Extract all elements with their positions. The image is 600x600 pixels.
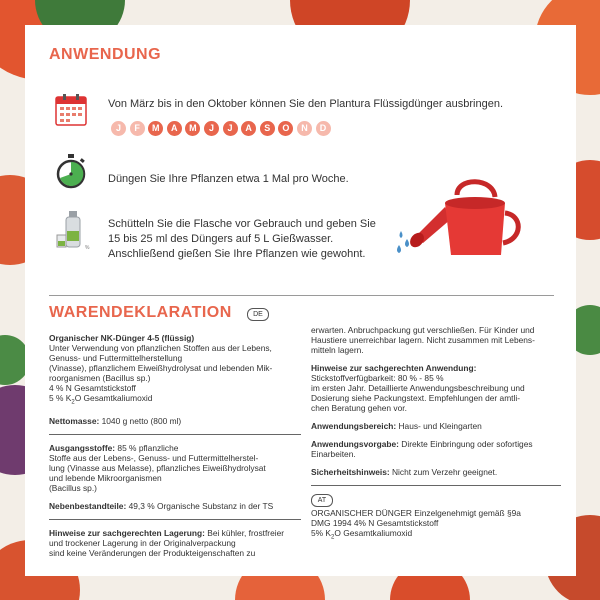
potassium-line: 5 % $K_2O$ Gesamtkaliumoxid (49, 393, 153, 406)
warendeklaration-heading: WARENDEKLARATION (49, 304, 232, 321)
declaration-left-column: Organischer NK-Dünger 4-5 (flüssig) Unter Verwendung von pflanzlichen Stoffen aus der Lebens, Genuss- und Futtermittelherstellung (Vinasse), pflanzlichem Eiweißhydrolysat und lebenden Mik- roorganismen (Bacillus sp.) 4 % N Gesamtstickstoff 5 % $K_2O$ Gesamtkaliumoxid Nettomasse: 1040 g netto (800 ml) Ausgangsstoffe: 85 % pflanzliche Stoffe aus der Lebens-, Genuss- und Futtermittelherstel- lung (Vinasse aus Melasse), pflanzliches Eiweißhydrolysat und lebende Mikroorganismen (Bacillus sp.) Nebenbestandteile: 49,3 % Organische Substanz in der TS Hinweise zur sachgerechten Lagerung: Bei kühler, frostfreier und trockener Lagerung in der Originalverpackung sind keine Veränderungen der Produkteigenschaften zu (49, 333, 301, 558)
side-components: Nebenbestandteile: 49,3 % Organische Substanz in der TS (49, 500, 274, 511)
month-aug: A (241, 121, 256, 136)
season-text: Von März bis in den Oktober können Sie den Plantura Flüssigdünger ausbringen. (108, 98, 504, 110)
left-rule-2 (49, 519, 301, 520)
anwendung-heading: ANWENDUNG (49, 46, 162, 63)
safety-hint: Sicherheitshinweis: Nicht zum Verzehr geeignet. (311, 467, 498, 477)
month-sep: S (260, 121, 275, 136)
svg-text:%: % (85, 245, 90, 251)
month-oct: O (278, 121, 293, 136)
right-rule (311, 485, 561, 486)
country-badge-de: DE (247, 308, 269, 321)
product-title: Organischer NK-Dünger 4-5 (flüssig) (49, 333, 195, 343)
month-jan: J (111, 121, 126, 136)
month-jul: J (223, 121, 238, 136)
watering-can-icon (397, 173, 537, 263)
month-jun: J (204, 121, 219, 136)
section-divider (49, 295, 554, 296)
calendar-icon (54, 93, 88, 127)
storage-hint: Hinweise zur sachgerechten Lagerung: Bei kühler, frostfreier (49, 527, 285, 538)
stopwatch-icon (54, 153, 88, 189)
month-feb: F (130, 121, 145, 136)
usage-area: Anwendungsbereich: Haus- und Kleingarten (311, 421, 482, 431)
left-rule-1 (49, 434, 301, 435)
month-apr: A (167, 121, 182, 136)
usage-heading: Hinweise zur sachgerechten Anwendung: (311, 363, 477, 373)
frequency-text: Düngen Sie Ihre Pflanzen etwa 1 Mal pro Woche. (108, 173, 349, 185)
month-calendar (111, 121, 334, 136)
month-nov: N (297, 121, 312, 136)
usage-spec: Anwendungsvorgabe: Direkte Einbringung oder sofortiges (311, 439, 533, 449)
bottle-icon (54, 209, 94, 251)
info-card (25, 25, 576, 576)
declaration-right-column: erwarten. Anbruchpackung gut verschließen. Für Kinder und Haustiere unerreichbar lagern. Nicht zusammen mit Lebens- mitteln lagern. Hinweise zur sachgerechten Anwendung: Stickstoffverfügbarkeit: 80 % - 85 % im ersten Jahr. Detaillierte Anwendungsbeschreibung und Dosierung siehe Packungstext. Empfehlungen der amtli- chen Beratung gehen vor. Anwendungsbereich: Haus- und Kleingarten Anwendungsvorgabe: Direkte Einbringung oder sofortiges Einarbeiten. Sicherheitshinweis: Nicht zum Verzehr geeignet. AT ORGANISCHER DÜNGER Einzelgenehmigt gemäß §9a DMG 1994 4% N Gesamtstickstoff 5% $K_2O$ Gesamtkaliumoxid (311, 325, 561, 543)
net-mass: Nettomasse: 1040 g netto (800 ml) (49, 415, 182, 426)
raw-materials: Ausgangsstoffe: 85 % pflanzliche (49, 442, 179, 453)
month-may: M (185, 121, 200, 136)
country-badge-at: AT (311, 494, 333, 507)
dosage-text: Schütteln Sie die Flasche vor Gebrauch und geben Sie 15 bis 25 ml des Düngers auf 5 L Gießwasser. Anschließend gießen Sie Ihre Pflanzen wie gewohnt. (108, 218, 376, 260)
at-potassium-line: 5% $K_2O$ Gesamtkaliumoxid (311, 528, 413, 541)
month-dec: D (316, 121, 331, 136)
month-mar: M (148, 121, 163, 136)
